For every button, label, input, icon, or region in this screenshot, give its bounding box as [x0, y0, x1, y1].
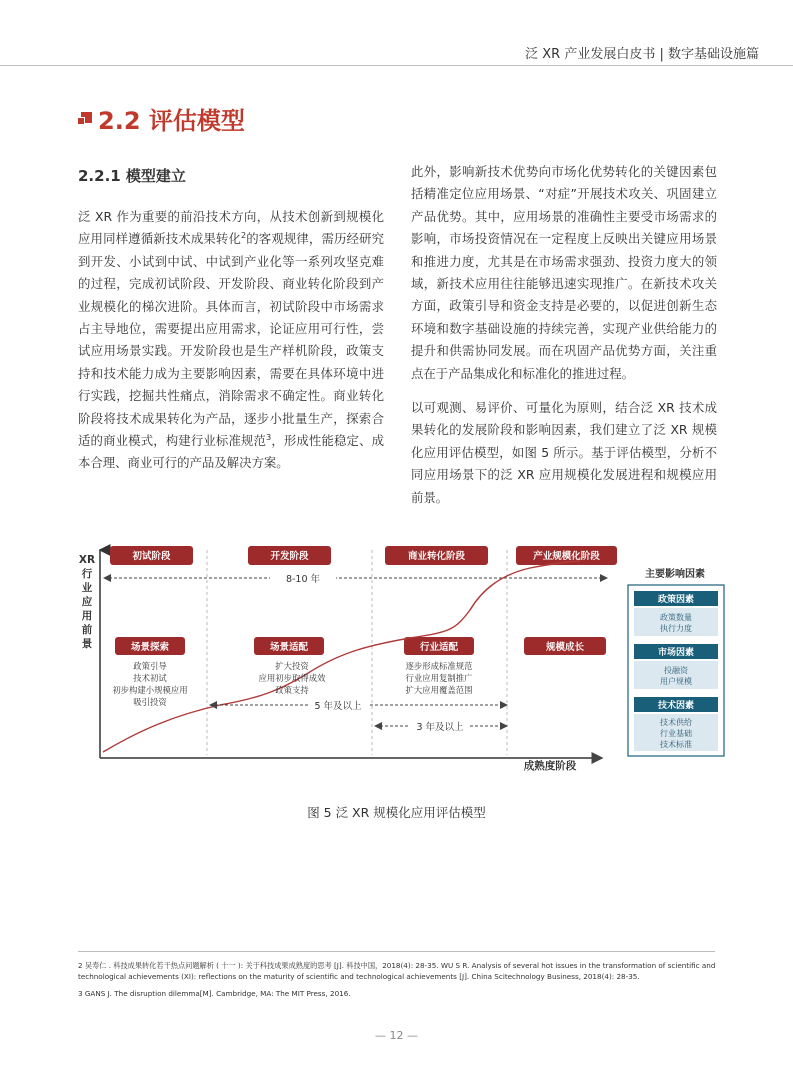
y-axis-label-6: 景 [81, 638, 93, 650]
scene-label-3: 行业适配 [419, 642, 459, 653]
factor1-item-2: 执行力度 [660, 624, 692, 633]
span-8-10-label: 8-10 年 [285, 574, 321, 585]
scene1-item-1: 政策引导 [133, 661, 167, 671]
y-axis-label-1: 行 [81, 568, 93, 580]
paragraph-1: 泛 XR 作为重要的前沿技术方向，从技术创新到规模化应用同样遵循新技术成果转化$^2$的客观规律，需历经研究到开发、小试到中试、中试到产业化等一系列攻坚克难的过程，完成初试阶段、开发阶段、商业转化阶段到产业规模化的梯次进阶。具体而言，初试阶段中市场需求占主导地位，需要提出应用需求，论证应用可行性，尝试应用场景实践。开发阶段也是生产样机阶段，政策支持和技术能力成为主要影响因素，需要在具体环境中进行实践，挖掘共性痛点，消除需求不确定性。商业转化阶段将技术成果转化为产品，逐步小批量生产，探索合适的商业模式，构建行业标准规范$^3$，形成性能稳定、成本合理、商业可行的产品及解决方案。 [78, 209, 385, 471]
footnote-ref-2[interactable]: 2 [241, 231, 247, 241]
span-5-label: 5 年及以上 [314, 701, 362, 712]
section-marker-icon [78, 112, 92, 126]
footnote-3: 3 GANS J. The disruption dilemma[M]. Cambridge, MA: The MIT Press, 2016. [78, 989, 351, 998]
scene2-item-1: 扩大投资 [275, 661, 309, 671]
factor-label-2: 市场因素 [657, 648, 695, 658]
stage-label-2: 开发阶段 [270, 551, 309, 562]
paragraph-3: 以可观测、易评价、可量化为原则，结合泛 XR 技术成果转化的发展阶段和影响因素，我们建立了泛 XR 规模化应用评估模型，如图 5 所示。基于评估模型，分析不同应用场景下的泛 XR 应用规模化发展进程和规模应用前景。 [411, 400, 717, 505]
footnote-2: 2 吴寿仁 . 科技成果转化若干热点问题解析 ( 十一 ): 关于科技成果成熟度的思考 [J]. 科技中国，2018(4): 28-35. WU S R. Analysis of several hot issues in the transformation of scientific and technological achievements (XI): reflections on the maturity of scientific and technological achievements [J]. China Scitechnology Business, 2018(4): 28-35. [78, 961, 716, 981]
header-divider [0, 65, 793, 66]
scene2-item-2: 应用初步取得成效 [258, 673, 326, 683]
stage-label-4: 产业规模化阶段 [533, 551, 600, 562]
y-axis-label-4: 用 [81, 610, 93, 622]
footnote-divider [78, 951, 715, 952]
factor3-item-1: 技术供给 [660, 718, 692, 727]
y-axis-label-5: 前 [81, 624, 93, 636]
evaluation-model-figure [70, 540, 730, 790]
figure-caption: 图 5 泛 XR 规模化应用评估模型 [307, 805, 486, 820]
y-axis-label-2: 业 [81, 582, 93, 594]
stage-label-3: 商业转化阶段 [407, 551, 466, 562]
factors-title: 主要影响因素 [645, 569, 705, 580]
scene2-item-3: 政策支持 [275, 685, 309, 695]
scene1-item-4: 吸引投资 [133, 697, 167, 707]
scene1-item-3: 初步构建小规模应用 [112, 685, 188, 695]
scene3-item-3: 扩大应用覆盖范围 [405, 685, 473, 695]
scene-label-2: 场景适配 [269, 642, 309, 653]
scene3-item-1: 逐步形成标准规范 [405, 661, 473, 671]
page-number: — 12 — [375, 1029, 418, 1042]
x-axis-label: 成熟度阶段 [523, 760, 577, 772]
paragraph-2: 此外，影响新技术优势向市场化优势转化的关键因素包括精准定位应用场景、“对症”开展技术攻关、巩固建立产品优势。其中，应用场景的准确性主要受市场需求的影响，市场投资情况在一定程度上反映出关键应用场景和推进力度，尤其是在市场需求强劲、投资力度大的领域，新技术应用往往能够迅速实现推广。在新技术攻关方面，政策引导和资金支持是必要的，以促进创新生态环境和数字基础设施的持续完善，实现产业供给能力的提升和供需协同发展。而在巩固产品优势方面，关注重点在于产品集成化和标准化的推进过程。 [411, 164, 717, 381]
scene-label-4: 规模成长 [545, 642, 585, 653]
scene3-item-2: 行业应用复制推广 [405, 673, 473, 683]
span-3-label: 3 年及以上 [416, 722, 464, 733]
factor-label-1: 政策因素 [657, 595, 695, 605]
section-title: 2.2 评估模型 [98, 107, 245, 135]
factor-label-3: 技术因素 [657, 701, 695, 711]
footnote-ref-3[interactable]: 3 [266, 432, 272, 442]
subsection-title: 2.2.1 模型建立 [78, 167, 186, 185]
factor1-item-1: 政策数量 [660, 613, 692, 622]
factor2-item-1: 投融资 [664, 666, 688, 675]
y-axis-label-3: 应 [81, 596, 93, 608]
factor3-item-2: 行业基础 [660, 729, 692, 738]
header-title: 泛 XR 产业发展白皮书 | 数字基础设施篇 [525, 47, 759, 62]
factor2-item-2: 用户规模 [660, 677, 692, 686]
y-axis-label-0: XR [78, 554, 96, 566]
factor3-item-3: 技术标准 [660, 740, 692, 749]
scene1-item-2: 技术初试 [133, 673, 167, 683]
scene-label-1: 场景探索 [130, 642, 170, 653]
stage-label-1: 初试阶段 [132, 551, 171, 562]
maturity-curve [103, 561, 580, 752]
